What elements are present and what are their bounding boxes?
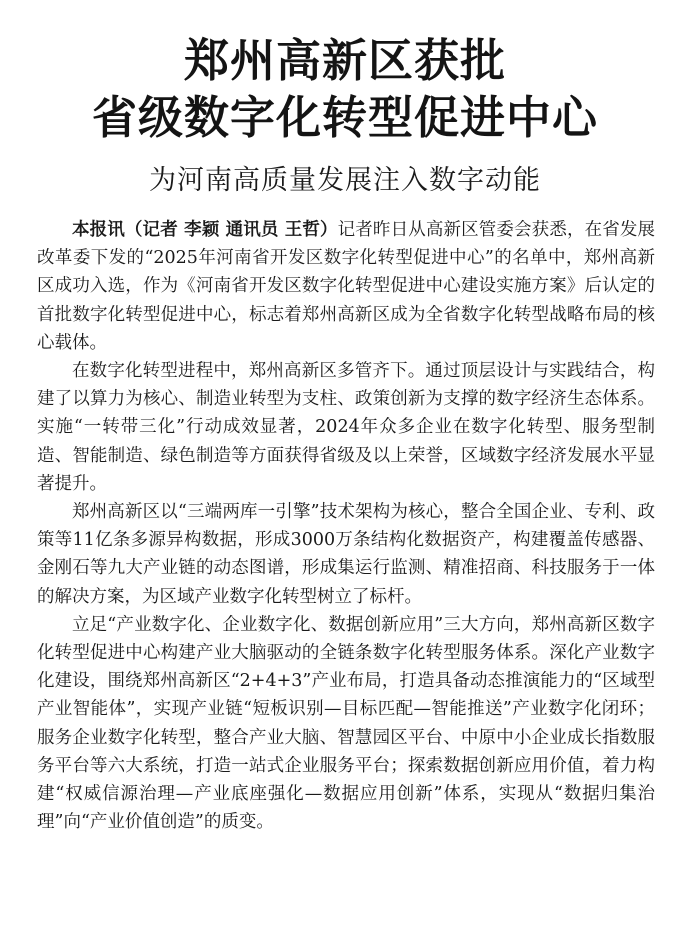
paragraph-2: 在数字化转型进程中，郑州高新区多管齐下。通过顶层设计与实践结合，构建了以算力为核心、制造业转型为支柱、政策创新为支撑的数字经济生态体系。实施“一转带三化”行动成效显著，2024年众多企业在数字化转型、服务型制造、智能制造、绿色制造等方面获得省级及以上荣誉，区域数字经济发展水平显著提升。: [37, 361, 655, 494]
subtitle: 为河南高质量发展注入数字动能: [149, 165, 541, 196]
paragraph-4: 立足“产业数字化、企业数字化、数据创新应用”三大方向，郑州高新区数字化转型促进中心构建产业大脑驱动的全链条数字化转型服务体系。深化产业数字化建设，围绕郑州高新区“2+4+3”产业布局，打造具备动态推演能力的“区域型产业智能体”，实现产业链“短板识别—目标匹配—智能推送”产业数字化闭环；服务企业数字化转型，整合产业大脑、智慧园区平台、中原中小企业成长指数服务平台等六大系统，打造一站式企业服务平台；探索数据创新应用价值，着力构建“权威信源治理—产业底座强化—数据应用创新”体系，实现从“数据归集治理”向“产业价值创造”的质变。: [37, 614, 655, 833]
byline: （记者 李颖 通讯员 王哲）: [124, 220, 338, 240]
paragraph-1-text: 记者昨日从高新区管委会获悉，在省发展改革委下发的“2025年河南省开发区数字化转型促进中心”的名单中，郑州高新区成功入选，作为《河南省开发区数字化转型促进中心建设实施方案》后认定的首批数字化转型促进中心，标志着郑州高新区成为全省数字化转型战略布局的核心载体。: [37, 220, 656, 353]
paragraph-1: [37, 216, 655, 357]
paragraph-3: 郑州高新区以“三端两库一引擎”技术架构为核心，整合全国企业、专利、政策等11亿条多源异构数据，形成3000万条结构化数据资产，构建覆盖传感器、金刚石等九大产业链的动态图谱，形成集运行监测、精准招商、科技服务于一体的解决方案，为区域产业数字化转型树立了标杆。: [37, 502, 655, 607]
article-body: [37, 216, 655, 836]
headline-line-1: 郑州高新区获批: [183, 34, 506, 87]
headline-line-2: 省级数字化转型促进中心: [91, 91, 598, 144]
lead-tag: 本报讯: [72, 220, 125, 240]
